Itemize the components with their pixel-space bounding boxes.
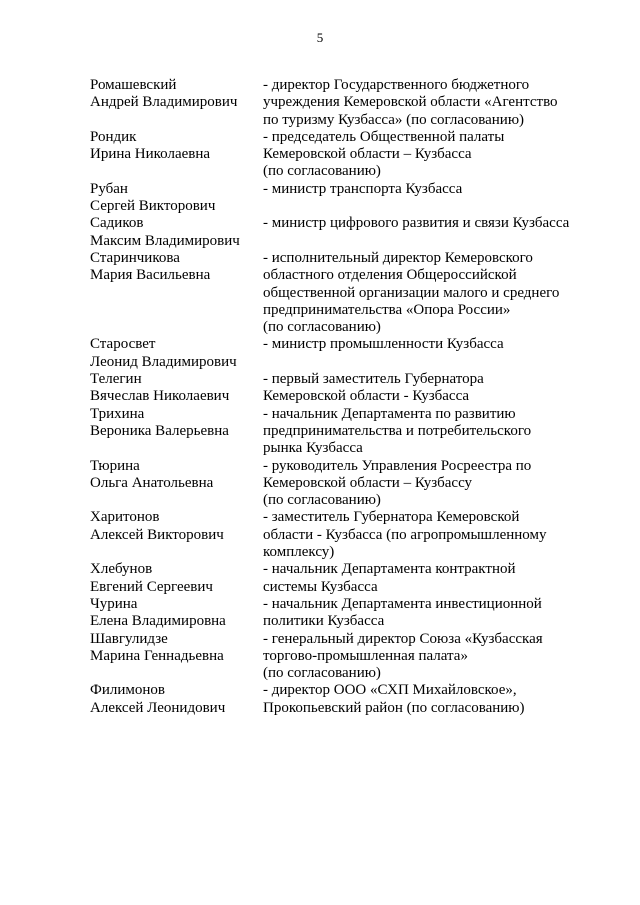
member-name-line: Елена Владимировна [90,613,226,630]
member-name-line: Вячеслав Николаевич [90,388,230,405]
member-name [90,509,263,561]
member-role [263,215,610,250]
member-name-line: Максим Владимирович [90,232,240,249]
member-entry [90,631,610,683]
member-role-line: системы Кузбасса [263,578,378,595]
member-entry [90,181,610,216]
member-entry [90,215,610,250]
member-name [90,596,263,631]
member-role-line [263,198,610,215]
member-role-line: области - Кузбасса (по агропромышленному [263,526,547,543]
member-role [263,458,610,510]
member-role-line: - министр транспорта Кузбасса [263,180,463,197]
member-entry [90,561,610,596]
member-name [90,181,263,216]
member-role [263,406,610,458]
member-role-line: - заместитель Губернатора Кемеровской [263,509,520,526]
member-name [90,250,263,336]
member-name-line: Трихина [90,405,145,422]
member-entry [90,250,610,336]
member-name-line: Алексей Викторович [90,526,224,543]
member-role-line: (по согласованию) [263,492,381,509]
member-entry [90,406,610,458]
member-role-line: - министр промышленности Кузбасса [263,336,504,353]
member-name [90,561,263,596]
member-role-line: (по согласованию) [263,319,381,336]
member-role-line: торгово-промышленная палата» [263,647,468,664]
member-role-line: - председатель Общественной палаты [263,128,505,145]
member-role-line: комплексу) [263,544,335,561]
member-role [263,371,610,406]
member-list [90,77,610,717]
member-role-line: - министр цифрового развития и связи Кузбасса [263,215,570,232]
member-role-line: - руководитель Управления Росреестра по [263,457,532,474]
member-role-line: Кемеровской области – Кузбасса [263,146,472,163]
member-role [263,631,610,683]
member-role-line: - исполнительный директор Кемеровского [263,249,533,266]
member-name-line: Ромашевский [90,77,177,93]
member-name-line: Телегин [90,371,142,388]
member-name-line: Шавгулидзе [90,630,168,647]
member-name-line: Евгений Сергеевич [90,578,213,595]
member-name-line: Сергей Викторович [90,198,216,215]
member-role [263,336,610,371]
member-name-line: Рубан [90,180,128,197]
member-role-line: по туризму Кузбасса» (по согласованию) [263,111,525,128]
member-name-line: Хлебунов [90,561,153,578]
member-role-line: общественной организации малого и среднего [263,284,560,301]
member-role [263,596,610,631]
member-role-line: учреждения Кемеровской области «Агентство [263,94,558,111]
member-role [263,181,610,216]
member-role [263,77,610,129]
member-role [263,250,610,336]
member-name-line: Марина Геннадьевна [90,647,224,664]
member-name-line: Ирина Николаевна [90,146,211,163]
member-role-line [263,354,610,371]
member-name-line: Филимонов [90,682,165,699]
member-role-line: Кемеровской области – Кузбассу [263,474,473,491]
member-name-line: Леонид Владимирович [90,353,237,370]
member-role [263,129,610,181]
member-name-line: Ольга Анатольевна [90,474,214,491]
member-role-line: (по согласованию) [263,163,381,180]
member-role-line: - начальник Департамента по развитию [263,405,516,422]
member-entry [90,458,610,510]
member-name [90,682,263,717]
member-role-line: политики Кузбасса [263,613,385,630]
member-role [263,509,610,561]
member-name [90,336,263,371]
member-name [90,406,263,458]
member-entry [90,509,610,561]
member-name [90,77,263,129]
member-name-line: Старосвет [90,336,156,353]
member-entry [90,682,610,717]
member-role-line: - генеральный директор Союза «Кузбасская [263,630,543,647]
member-name-line: Вероника Валерьевна [90,422,229,439]
member-role-line: Прокопьевский район (по согласованию) [263,699,525,716]
member-name [90,631,263,683]
member-role-line: предпринимательства и потребительского [263,422,532,439]
member-name-line: Садиков [90,215,144,232]
member-entry [90,129,610,181]
member-name-line: Рондик [90,128,137,145]
member-name [90,458,263,510]
page-number: 5 [316,30,324,45]
member-entry [90,371,610,406]
member-role-line: - директор Государственного бюджетного [263,77,530,93]
member-role [263,561,610,596]
member-role-line: предпринимательства «Опора России» [263,301,511,318]
member-role-line: - начальник Департамента инвестиционной [263,595,542,612]
member-name-line: Старинчикова [90,249,180,266]
member-role-line: Кемеровской области - Кузбасса [263,388,470,405]
member-name [90,215,263,250]
member-entry [90,336,610,371]
member-name-line: Харитонов [90,509,160,526]
member-name-line: Андрей Владимирович [90,94,238,111]
member-name-line: Алексей Леонидович [90,699,226,716]
member-entry [90,596,610,631]
member-role-line: рынка Кузбасса [263,440,363,457]
member-role-line [263,233,610,250]
member-role-line: областного отделения Общероссийской [263,267,517,284]
member-name-line: Тюрина [90,457,140,474]
member-role-line: - директор ООО «СХП Михайловское», [263,682,517,699]
member-name-line: Мария Васильевна [90,267,211,284]
member-role [263,682,610,717]
member-role-line: - начальник Департамента контрактной [263,561,516,578]
member-entry [90,77,610,129]
member-name [90,371,263,406]
member-role-line: - первый заместитель Губернатора [263,371,484,388]
member-name-line: Чурина [90,595,138,612]
member-name [90,129,263,181]
member-role-line: (по согласованию) [263,665,381,682]
